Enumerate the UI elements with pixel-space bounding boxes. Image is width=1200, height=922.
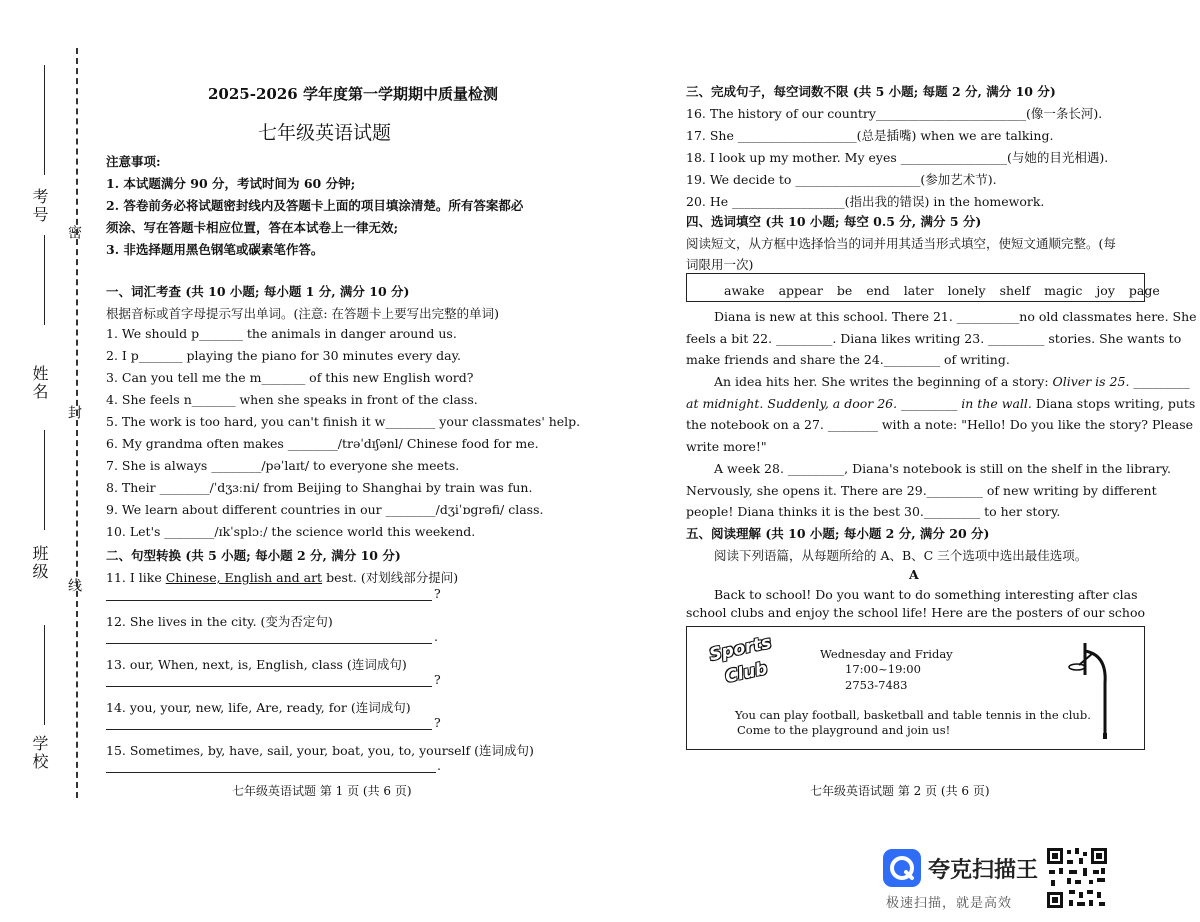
passage-1-line-3: make friends and share the 24._________ of writing.: [686, 352, 1010, 367]
question-3: 3. Can you tell me the m_______ of this new English word?: [106, 370, 474, 385]
scanner-logo-icon: [882, 848, 922, 888]
answer-line-14: [106, 729, 432, 730]
page-1-footer: 七年级英语试题 第 1 页 (共 6 页): [232, 784, 412, 798]
passage-3-line-1: A week 28. _________, Diana's notebook is still on the shelf in the library.: [714, 461, 1171, 476]
section-1-heading: 一、词汇考查 (共 10 小题; 每小题 1 分, 满分 10 分): [106, 284, 410, 299]
seal-char-mi: 密: [66, 225, 82, 241]
name-label: 姓名: [30, 365, 49, 401]
word-bank-item: page: [1128, 283, 1160, 298]
scanner-slogan: 极速扫描，就是高效: [886, 896, 1013, 911]
exam-number-label: 考号: [30, 188, 49, 224]
section-1-instruction: 根据音标或首字母提示写出单词。(注意: 在答题卡上要写出完整的单词): [106, 306, 499, 321]
section-4-heading: 四、选词填空 (共 10 小题; 每空 0.5 分, 满分 5 分): [686, 214, 982, 229]
poster-days: Wednesday and Friday: [820, 647, 953, 661]
question-13: 13. our, When, next, is, English, class (连词成句): [106, 657, 407, 672]
seal-dashed-line: [76, 48, 78, 798]
word-bank-item: lonely: [947, 283, 986, 298]
question-8: 8. Their ________/ˈdʒɜːni/ from Beijing to Shanghai by train was fun.: [106, 480, 533, 495]
question-15: 15. Sometimes, by, have, sail, your, boat, you, to, yourself (连词成句): [106, 743, 534, 758]
answer-mark-12: .: [434, 629, 438, 644]
poster-title-sports: Sports: [707, 632, 774, 666]
question-10: 10. Let's ________/ɪkˈsplɔː/ the science world this weekend.: [106, 524, 476, 539]
note-2a: 2. 答卷前务必将试题密封线内及答题卡上面的项目填涂清楚。所有答案都必: [106, 198, 524, 213]
scanner-brand-name: 夸克扫描王: [928, 858, 1039, 883]
passage-2-line-1: [714, 374, 1190, 389]
question-9: 9. We learn about different countries in our ________/dʒiˈɒgrəfi/ class.: [106, 502, 544, 517]
word-bank-item: magic: [1044, 283, 1083, 298]
word-bank-item: joy: [1096, 283, 1115, 298]
word-bank: [717, 280, 1167, 299]
word-bank-item: be: [836, 283, 853, 298]
question-7: 7. She is always ________/pəˈlaɪt/ to everyone she meets.: [106, 458, 460, 473]
passage-1-line-1: Diana is new at this school. There 21. __________no old classmates here. She: [714, 309, 1197, 324]
seal-char-feng: 封: [66, 405, 82, 421]
passage-a-line-2: school clubs and enjoy the school life! Here are the posters of our schoo: [686, 605, 1146, 620]
question-16: 16. The history of our country________________________(像一条长河).: [686, 106, 1103, 121]
note-2b: 须涂、写在答题卡相应位置，答在本试卷上一律无效;: [106, 220, 399, 235]
question-2: 2. I p_______ playing the piano for 30 minutes every day.: [106, 348, 461, 363]
word-bank-item: shelf: [999, 283, 1031, 298]
question-5: 5. The work is too hard, you can't finish it w________ your classmates' help.: [106, 414, 581, 429]
word-bank-item: later: [903, 283, 934, 298]
question-11-post: best. (对划线部分提问): [322, 570, 459, 585]
binding-line-3: [44, 430, 45, 530]
section-4-instruction-a: 阅读短文，从方框中选择恰当的词并用其适当形式填空，使短文通顺完整。(每: [686, 236, 1116, 251]
question-6: 6. My grandma often makes ________/trəˈdɪʃənl/ Chinese food for me.: [106, 436, 539, 451]
passage-3-line-3: people! Diana thinks it is the best 30._________ to her story.: [686, 504, 1061, 519]
school-label: 学校: [30, 735, 49, 771]
question-12: 12. She lives in the city. (变为否定句): [106, 614, 333, 629]
answer-mark-11: ?: [434, 586, 441, 601]
poster-phone: 2753-7483: [845, 678, 908, 692]
seal-char-xian: 线: [66, 578, 82, 594]
question-4: 4. She feels n_______ when she speaks in front of the class.: [106, 392, 478, 407]
question-11-underlined: Chinese, English and art: [165, 570, 323, 585]
sports-club-poster: [686, 626, 1145, 750]
passage-2-line-2-a: at midnight. Suddenly, a door 26. _________ in the wall.: [686, 396, 1032, 411]
passage-2-line-2: [686, 396, 1195, 411]
page-2-footer: 七年级英语试题 第 2 页 (共 6 页): [810, 784, 990, 798]
question-20: 20. He __________________(指出我的错误) in the homework.: [686, 194, 1045, 209]
exam-subtitle: 七年级英语试题: [258, 122, 392, 144]
answer-line-13: [106, 686, 432, 687]
answer-line-15: [106, 772, 436, 773]
question-1: 1. We should p_______ the animals in danger around us.: [106, 326, 457, 341]
word-bank-box: [686, 273, 1160, 302]
answer-line-12: [106, 643, 432, 644]
question-11-pre: 11. I like: [106, 570, 166, 585]
note-1: 1. 本试题满分 90 分，考试时间为 60 分钟;: [106, 176, 356, 191]
section-5-instruction: 阅读下列语篇，从每题所给的 A、B、C 三个选项中选出最佳选项。: [714, 548, 1088, 563]
question-17: 17. She ___________________(总是插嘴) when we are talking.: [686, 128, 1054, 143]
basketball-hoop-icon: [1065, 633, 1135, 743]
exam-title: 2025-2026 学年度第一学期期中质量检测: [208, 85, 498, 103]
question-18: 18. I look up my mother. My eyes _________________(与她的目光相遇).: [686, 150, 1109, 165]
word-bank-item: appear: [778, 283, 823, 298]
answer-mark-13: ?: [434, 672, 441, 687]
answer-mark-14: ?: [434, 715, 441, 730]
answer-mark-15: .: [437, 758, 441, 773]
poster-description-1: You can play football, basketball and table tennis in the club.: [735, 708, 1091, 722]
notes-heading: 注意事项:: [106, 154, 161, 169]
binding-line-4: [44, 625, 45, 725]
answer-line-11: [106, 600, 432, 601]
question-11: [106, 568, 458, 586]
passage-1-line-2: feels a bit 22. _________. Diana likes writing 23. _________ stories. She wants to: [686, 331, 1182, 346]
passage-2-line-3: the notebook on a 27. ________ with a note: "Hello! Do you like the story? Please: [686, 417, 1194, 432]
passage-a-label: A: [909, 567, 919, 582]
poster-time: 17:00~19:00: [845, 662, 921, 676]
note-3: 3. 非选择题用黑色钢笔或碳素笔作答。: [106, 242, 324, 257]
section-5-heading: 五、阅读理解 (共 10 小题; 每小题 2 分, 满分 20 分): [686, 526, 990, 541]
poster-description-2: Come to the playground and join us!: [737, 723, 951, 737]
passage-2-line-4: write more!": [686, 439, 767, 454]
passage-2-line-1-b: Oliver is 25. _________: [1052, 374, 1190, 389]
poster-title-club: Club: [723, 658, 770, 688]
binding-line-2: [44, 235, 45, 325]
word-bank-item: end: [866, 283, 890, 298]
section-2-heading: 二、句型转换 (共 5 小题; 每小题 2 分, 满分 10 分): [106, 548, 401, 563]
word-bank-item: awake: [724, 283, 765, 298]
section-3-heading: 三、完成句子，每空词数不限 (共 5 小题; 每题 2 分, 满分 10 分): [686, 84, 1056, 99]
passage-a-line-1: Back to school! Do you want to do something interesting after clas: [714, 587, 1138, 602]
section-4-instruction-b: 词限用一次): [686, 257, 754, 272]
question-19: 19. We decide to ____________________(参加艺术节).: [686, 172, 997, 187]
question-14: 14. you, your, new, life, Are, ready, for (连词成句): [106, 700, 411, 715]
qr-code-icon: [1045, 846, 1109, 910]
passage-3-line-2: Nervously, she opens it. There are 29._________ of new writing by different: [686, 483, 1157, 498]
binding-line-top: [44, 65, 45, 175]
passage-2-line-1-a: An idea hits her. She writes the beginning of a story:: [714, 374, 1053, 389]
passage-2-line-2-b: Diana stops writing, puts: [1031, 396, 1196, 411]
class-label: 班级: [30, 545, 49, 581]
